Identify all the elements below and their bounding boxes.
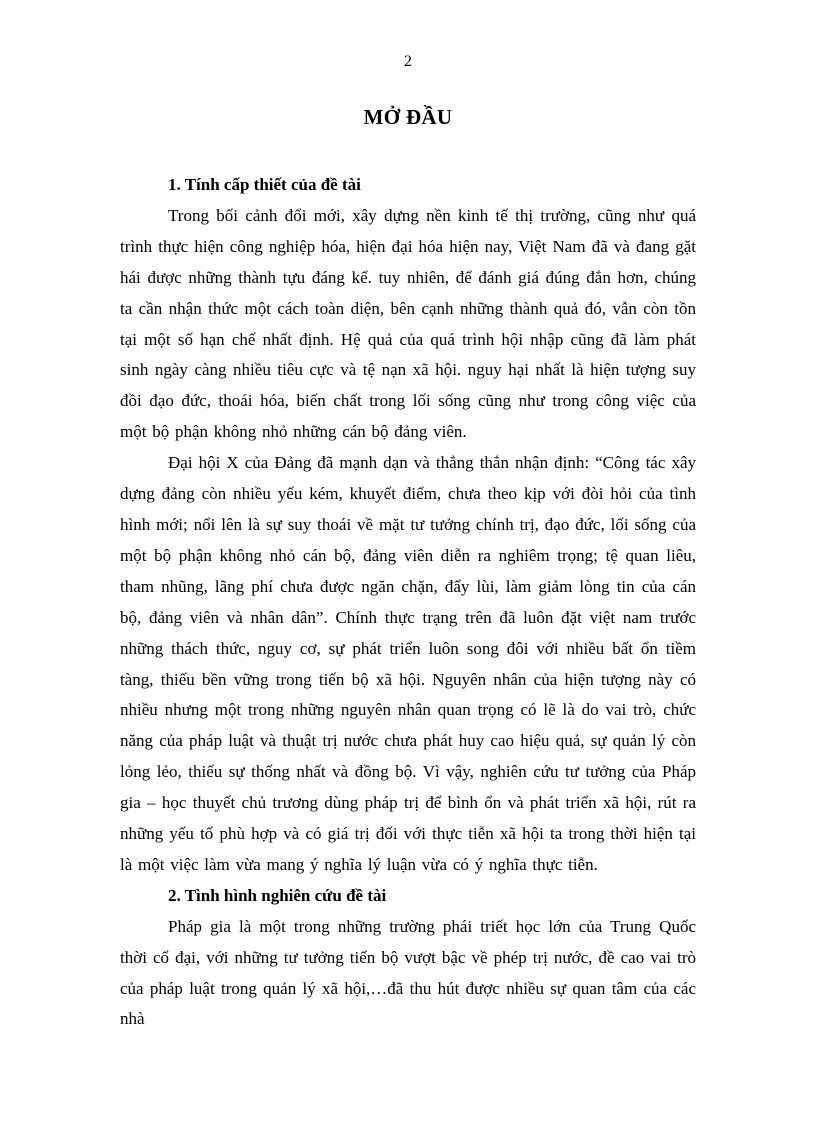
document-body	[120, 170, 696, 1035]
paragraph-legalism-intro: Pháp gia là một trong những trường phái triết học lớn của Trung Quốc thời cổ đại, với những tư tưởng tiến bộ vượt bậc về phép trị nước, đề cao vai trò của pháp luật trong quản lý xã hội,…đã thu hút được nhiều sự quan tâm của các nhà	[120, 916, 696, 1029]
section-heading-research-status: 2. Tình hình nghiên cứu đề tài	[168, 885, 387, 905]
page-title: MỞ ĐẦU	[363, 105, 453, 129]
paragraph-context: Trong bối cảnh đổi mới, xây dựng nền kinh tế thị trường, cũng như quá trình thực hiện công nghiệp hóa, hiện đại hóa hiện nay, Việt Nam đã và đang gặt hái được những thành tựu đáng kể. tuy nhiên, để đánh giá đúng đắn hơn, chúng ta cần nhận thức một cách toàn diện, bên cạnh những thành quả đó, vẫn còn tồn tại một số hạn chế nhất định. Hệ quả của quá trình hội nhập cũng đã làm phát sinh ngày càng nhiều tiêu cực và tệ nạn xã hội. nguy hại nhất là hiện tượng suy đồi đạo đức, thoái hóa, biến chất trong lối sống cũng như trong công việc của một bộ phận không nhỏ những cán bộ đảng viên.	[120, 205, 696, 442]
page-number: 2	[404, 53, 412, 70]
section-heading-urgency: 1. Tính cấp thiết của đề tài	[168, 175, 361, 194]
paragraph-congress-assessment: Đại hội X của Đảng đã mạnh dạn và thẳng thắn nhận định: “Công tác xây dựng đảng còn nhiều yếu kém, khuyết điểm, chưa theo kịp với đòi hỏi của tình hình mới; nổi lên là sự suy thoái về mặt tư tưởng chính trị, đạo đức, lối sống của một bộ phận không nhỏ cán bộ, đảng viên diễn ra nghiêm trọng; tệ quan liêu, tham nhũng, lãng phí chưa được ngăn chặn, đẩy lùi, làm giảm lòng tin của cán bộ, đảng viên và nhân dân”. Chính thực trạng trên đã luôn đặt việt nam trước những thách thức, nguy cơ, sự phát triển luôn song đôi với nhiều bất ổn tiềm tàng, thiếu bền vững trong tiến bộ xã hội. Nguyên nhân của hiện tượng này có nhiều nhưng một trong những nguyên nhân quan trọng có lẽ là do vai trò, chức năng của pháp luật và thuật trị nước chưa phát huy cao hiệu quả, sự quản lý còn lỏng lẻo, thiếu sự thống nhất và đồng bộ. Vì vậy, nghiên cứu tư tưởng của Pháp gia – học thuyết chủ trương dùng pháp trị để bình ổn và phát triển xã hội, rút ra những yếu tố phù hợp và có giá trị đối với thực tiễn xã hội ta trong thời hiện tại là một việc làm vừa mang ý nghĩa lý luận vừa có ý nghĩa thực tiễn.	[120, 453, 696, 874]
